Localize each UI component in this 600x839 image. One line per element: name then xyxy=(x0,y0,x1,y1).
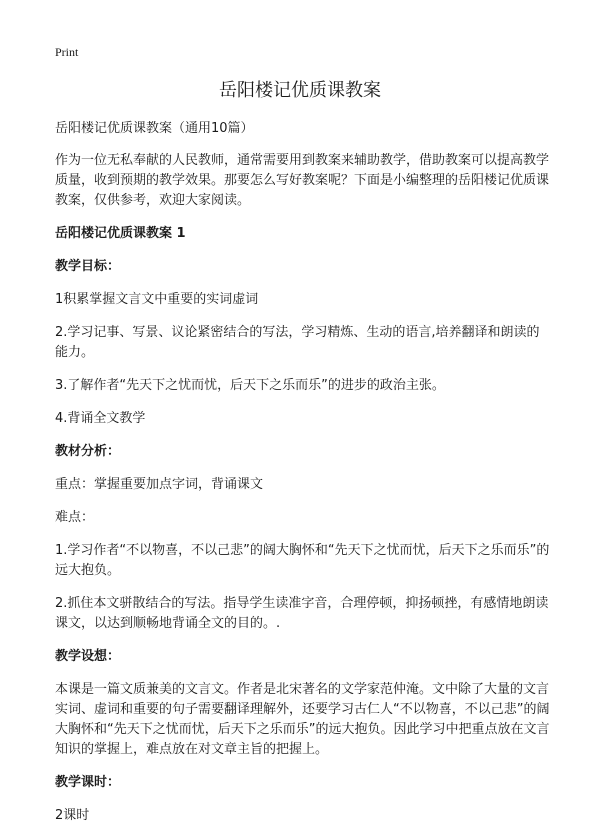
analysis-heading: 教材分析： xyxy=(55,444,121,459)
goal-item-3: 3.了解作者“先天下之忧而忧，后天下之乐而乐”的进步的政治主张。 xyxy=(55,378,445,393)
document-body xyxy=(55,119,550,839)
design-heading: 教学设想： xyxy=(55,649,121,664)
difficulty-item-1: 1.学习作者“不以物喜，不以己悲”的阔大胸怀和“先天下之忧而忧，后天下之乐而乐”的远大抱负。 xyxy=(55,543,550,578)
goal-item-4: 4.背诵全文教学 xyxy=(55,411,146,426)
print-link[interactable]: Print xyxy=(55,45,79,59)
goal-item-1: 1积累掌握文言文中重要的实词虚词 xyxy=(55,292,259,307)
key-points-text: 重点：掌握重要加点字词，背诵课文 xyxy=(55,477,264,492)
design-paragraph: 本课是一篇文质兼美的文言文。作者是北宋著名的文学家范仲淹。文中除了大量的文言实词、虚词和重要的句子需要翻译理解外，还要学习古仁人“不以物喜，不以己悲”的阔大胸怀和“先天下之忧而忧，后天下之乐而乐”的远大抱负。因此学习中把重点放在文言知识的掌握上，难点放在对文章主旨的把握上。 xyxy=(55,682,550,757)
difficulty-item-2: 2.抓住本文骈散结合的写法。指导学生读准字音，合理停顿，抑扬顿挫，有感情地朗读课文，以达到顺畅地背诵全文的目的。. xyxy=(55,596,549,631)
document-subtitle: 岳阳楼记优质课教案（通用10篇） xyxy=(55,121,254,136)
section-title: 岳阳楼记优质课教案 1 xyxy=(55,226,186,241)
hours-heading: 教学课时： xyxy=(55,775,121,790)
hours-value: 2课时 xyxy=(55,808,90,823)
goal-item-2: 2.学习记事、写景、议论紧密结合的写法，学习精炼、生动的语言,培养翻译和朗读的能力。 xyxy=(55,325,540,360)
intro-paragraph: 作为一位无私奉献的人民教师，通常需要用到教案来辅助教学，借助教案可以提高教学质量，收到预期的教学效果。那要怎么写好教案呢？下面是小编整理的岳阳楼记优质课教案，仅供参考，欢迎大家阅读。 xyxy=(55,153,550,208)
goals-heading: 教学目标： xyxy=(55,259,121,274)
difficulties-label: 难点： xyxy=(55,510,95,525)
page-title: 岳阳楼记优质课教案 xyxy=(219,80,381,101)
